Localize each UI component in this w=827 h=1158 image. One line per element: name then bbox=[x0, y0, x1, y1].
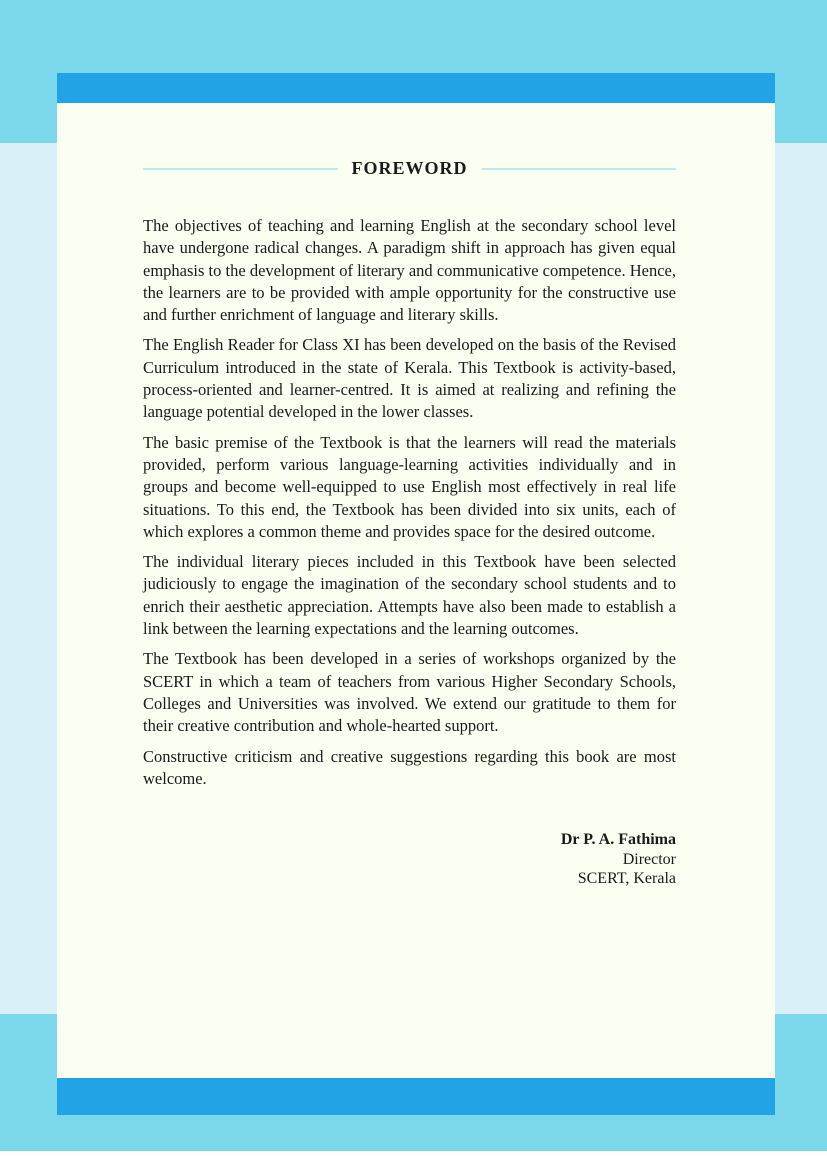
page-title: FOREWORD bbox=[351, 158, 468, 178]
foreword-paragraph-1: The objectives of teaching and learning English at the secondary school level have undergone radical changes. A paradigm shift in approach has given equal emphasis to the development of literary and communicative competence. Hence, the learners are to be provided with ample opportunity for the constructive use and further enrichment of language and literary skills. bbox=[143, 216, 676, 325]
title-rule-right bbox=[482, 168, 677, 170]
foreword-paragraph-4: The individual literary pieces included in this Textbook have been selected judiciously to engage the imagination of the secondary school students and to enrich their aesthetic appreciation. Attempts have also been made to establish a link between the learning expectations and the learning outcomes. bbox=[143, 552, 676, 639]
signature-organization: SCERT, Kerala bbox=[577, 870, 676, 888]
page-top-accent-bar bbox=[57, 73, 775, 103]
foreword-paragraph-6: Constructive criticism and creative suggestions regarding this book are most welcome. bbox=[143, 746, 676, 788]
signature-role: Director bbox=[622, 850, 676, 868]
foreword-text bbox=[143, 215, 676, 790]
book-page bbox=[57, 73, 775, 1115]
foreword-paragraph-2: The English Reader for Class XI has been developed on the basis of the Revised Curriculum introduced in the state of Kerala. This Textbook is activity-based, process-oriented and learner-centred. It is aimed at realizing and refining the language potential developed in the lower classes. bbox=[143, 335, 676, 422]
page-bottom-accent-bar bbox=[57, 1078, 775, 1115]
title-row bbox=[143, 158, 676, 179]
signature-name: Dr P. A. Fathima bbox=[560, 831, 676, 849]
signature-block bbox=[143, 830, 676, 889]
foreword-paragraph-5: The Textbook has been developed in a series of workshops organized by the SCERT in which a team of teachers from various Higher Secondary Schools, Colleges and Universities was involved. We extend our gratitude to them for their creative contribution and whole-hearted support. bbox=[143, 649, 676, 736]
bottom-white-strip bbox=[0, 1151, 827, 1158]
title-rule-left bbox=[143, 168, 338, 170]
foreword-paragraph-3: The basic premise of the Textbook is that the learners will read the materials provided, perform various language-learning activities individually and in groups and become well-equipped to use English most effectively in real life situations. To this end, the Textbook has been divided into six units, each of which explores a common theme and provides space for the desired outcome. bbox=[143, 432, 676, 541]
page-body bbox=[57, 103, 775, 1078]
